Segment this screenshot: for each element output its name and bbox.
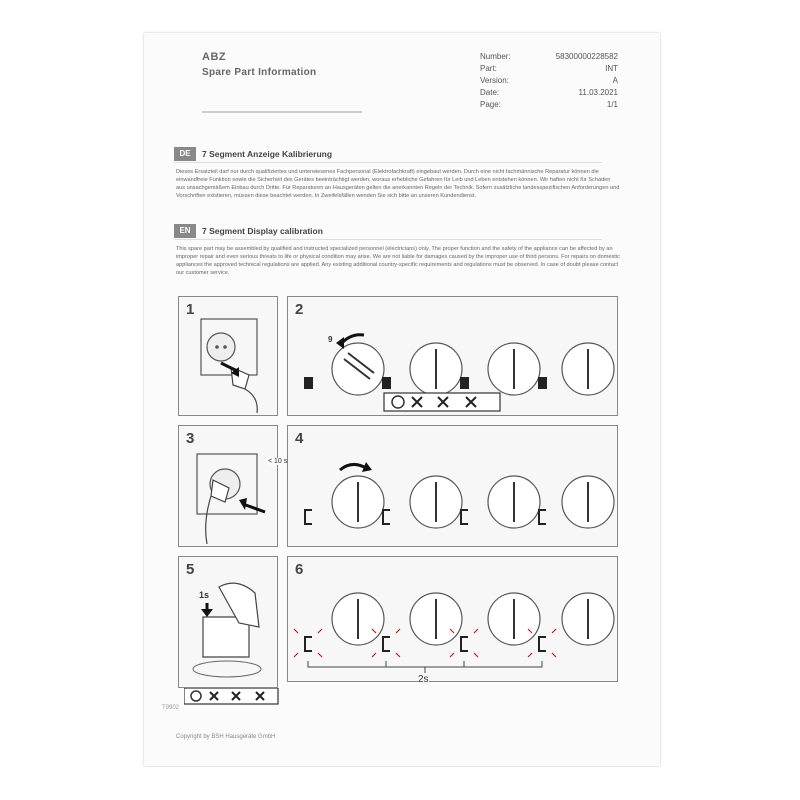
display-readout-step-5 xyxy=(184,688,282,706)
section-header-en xyxy=(174,223,602,240)
step-1-number: 1 xyxy=(186,301,195,318)
document-sheet xyxy=(144,33,660,766)
step-2-number: 2 xyxy=(295,301,304,318)
meta-number: Number: 58300000228582 xyxy=(480,52,618,61)
copyright-text: Copyright by BSH Hausgeräte GmbH xyxy=(176,734,276,740)
step-6-number: 6 xyxy=(295,561,304,578)
knob-turn-left-illustration xyxy=(288,297,617,415)
section-text-en: This spare part may be assembled by qualified and instructed specialized personnel (electricians) only. The proper function and the safety of the appliance can be affected by an improper repair and even serious threats to life or physical condition may arise. We are not liable for damages caused by the improper use of third persons. For repairs on domestic appliances the approved technical regulations are applied. Any existing additional country-specific requirements and regulations must be observed. In case of doubt please contact our customer service. xyxy=(176,246,620,276)
section-title-de: 7 Segment Anzeige Kalibrierung xyxy=(202,149,333,159)
unplug-illustration xyxy=(179,297,277,415)
header-rule xyxy=(202,111,362,113)
plug-in-illustration xyxy=(179,426,277,546)
step-3-panel xyxy=(178,425,278,547)
meta-page: Page: 1/1 xyxy=(480,100,618,109)
press-time: 1s xyxy=(199,590,210,600)
blink-time: 2s xyxy=(418,674,429,685)
step-3-number: 3 xyxy=(186,430,195,447)
company-name: ABZ xyxy=(202,51,227,63)
section-header-de xyxy=(174,146,602,163)
meta-date: Date: 11.03.2021 xyxy=(480,88,618,97)
dial-top-number: 9 xyxy=(328,335,333,344)
lang-badge-en: EN xyxy=(174,224,196,238)
document-subtitle: Spare Part Information xyxy=(202,67,317,78)
document-meta xyxy=(480,51,618,111)
step-4-number: 4 xyxy=(295,430,304,447)
section-text-de: Dieses Ersatzteil darf nur durch qualifiziertes und unterwiesenes Fachpersonal (Elektrofachkraft) eingebaut werden. Durch eine nicht fachmännische Reparatur können die einwandfreie Funktion sowie die Sicherheit des Gerätes beeinträchtigt werden, woraus erhebliche Gefahren für Leib und Leben entstehen können. Wir haften nicht für Schäden aus unsachgemäßem Einbau durch Dritte. Für Reparaturen an Hausgeräten gelten die anerkannten Regeln der Technik. Sofern zusätzliche landesspezifischen Anforderungen und Vorschriften existieren, müssen diese beachtet werden. In Zweifelsfällen wenden Sie sich bitte an unseren Kundendienst. xyxy=(176,169,620,199)
step-5-number: 5 xyxy=(186,561,195,578)
meta-version: Version: A xyxy=(480,76,618,85)
step-5-panel xyxy=(178,556,278,688)
meta-part: Part: INT xyxy=(480,64,618,73)
step-4-panel xyxy=(287,425,618,547)
step-2-panel xyxy=(287,296,618,416)
lang-badge-de: DE xyxy=(174,147,196,161)
knob-turn-right-illustration xyxy=(288,426,617,546)
timing-note: < 10 s xyxy=(268,458,288,465)
step-1-panel xyxy=(178,296,278,416)
press-knob-illustration xyxy=(179,557,277,687)
step-6-panel xyxy=(287,556,618,685)
blinking-displays-illustration xyxy=(288,557,617,681)
section-title-en: 7 Segment Display calibration xyxy=(202,226,323,236)
document-code: T9902 xyxy=(162,705,180,711)
